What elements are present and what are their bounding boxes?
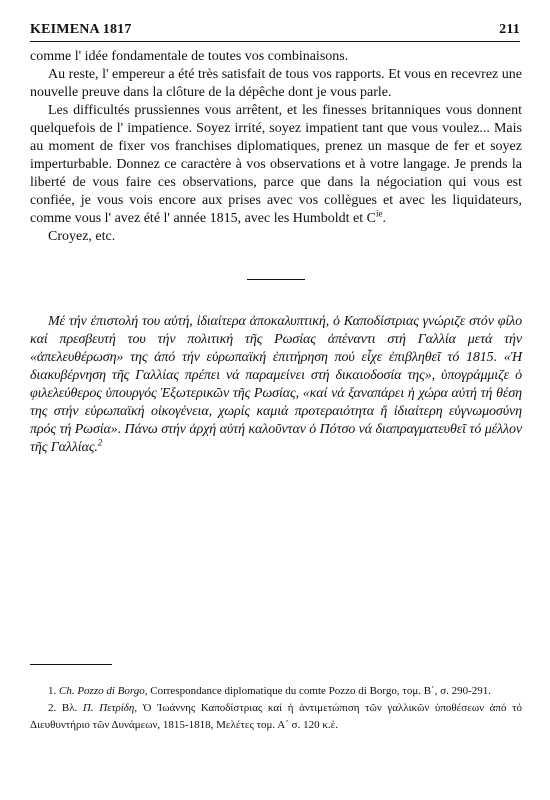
footnotes	[30, 683, 522, 734]
footnote-reference: 2	[97, 437, 103, 448]
letter-paragraph	[30, 102, 522, 228]
superscript-abbreviation: ie	[376, 208, 383, 219]
page-number: 211	[499, 22, 520, 37]
running-title: ΚΕΙΜΕΝΑ 1817	[30, 22, 132, 37]
footnote-text: Correspondance diplomatique du comte Pozzo di Borgo, τομ. Β΄, σ. 290-291.	[150, 685, 492, 697]
commentary-paragraph	[30, 313, 522, 457]
footnote-prefix: Βλ.	[61, 702, 78, 714]
footnote-divider	[30, 664, 112, 665]
letter-paragraph: Au reste, l' empereur a été très satisfait de tous vos rapports. Et vous en recevrez une nouvelle preuve dans la clôture de la dépêche dont je vous parle.	[30, 67, 522, 100]
footnote-item	[30, 700, 522, 734]
footnote-text: Ὁ Ἰωάννης Καποδίστριας καί ἡ ἀντιμετώπιση τῶν γαλλικῶν ὑποθέσεων ἀπό τό Διευθυντήριο τῶν Δυνάμεων, 1815-1818, Μελέτες τομ. Α΄ σ. 120 κ.ἑ.	[30, 702, 523, 731]
footnote-author: Ch. Pozzo di Borgo,	[59, 685, 148, 697]
page-body	[30, 48, 522, 457]
letter-paragraph-text: Les difficultés prussiennes vous arrêtent, et les finesses britanniques vous donnent quelquefois de l' impatience. Soyez irrité, soyez impatient tant que vous voulez... Mais au moment de fixer vos franchises diplomatiques, prenez un masque de fer et soyez imperturbable. Donnez ce caractère à vos observations et à votre langage. Je prends la liberté de vous faire ces observations, parce que dans la négociation qui vous est confiée, je vous vois encore aux prises avec vos collègues et avec les liquidateurs, comme vous l' avez été l' année 1815, avec les Humboldt et C	[30, 103, 522, 226]
letter-paragraph: comme l' idée fondamentale de toutes vos combinaisons.	[30, 49, 349, 64]
letter-paragraph-end: .	[382, 211, 386, 226]
section-divider	[247, 279, 305, 280]
greek-commentary	[30, 313, 522, 457]
running-header	[30, 14, 520, 42]
footnote-item	[30, 683, 522, 700]
letter-closing: Croyez, etc.	[48, 229, 116, 244]
commentary-text: Μέ τήν ἐπιστολή του αὐτή, ἰδιαίτερα ἀποκαλυπτική, ὁ Καποδίστριας γνώριζε στόν φίλο καί πρεσβευτή του τήν πολιτική τῆς Ρωσίας ἀπέναντι στή Γαλλία μετά τήν «ἀπελευθέρωση» της ἀπό τήν εὐρωπαϊκή ἐπιτήρηση πού εἶχε ἐπιβληθεῖ τό 1815. «Ἡ διακυβέρνηση τῆς Γαλλίας πρέπει νά παραμείνει στή δικαιοδοσία της», ὑπογράμμιζε ὁ φιλελεύθερος ὑπουργός Ἐξωτερικῶν τῆς Ρωσίας, «καί νά ξαναπάρει ἡ χώρα αὐτή τή θέση της στήν εὐρωπαϊκή οἰκογένεια, χωρίς καμιά προτεραιότητα ἤ ἰδιαίτερη εὐγνωμοσύνη πρός τή Ρωσία». Πάνω στήν ἀρχή αὐτή καλοῦνταν ὁ Πότσο νά διαπραγματευθεῖ τό μέλλον τῆς Γαλλίας.	[30, 314, 522, 455]
footnote-number: 2.	[48, 702, 57, 714]
footnote-author: Π. Πετρίδη,	[82, 702, 138, 714]
footnote-number: 1.	[48, 685, 57, 697]
french-letter-excerpt	[30, 48, 522, 246]
